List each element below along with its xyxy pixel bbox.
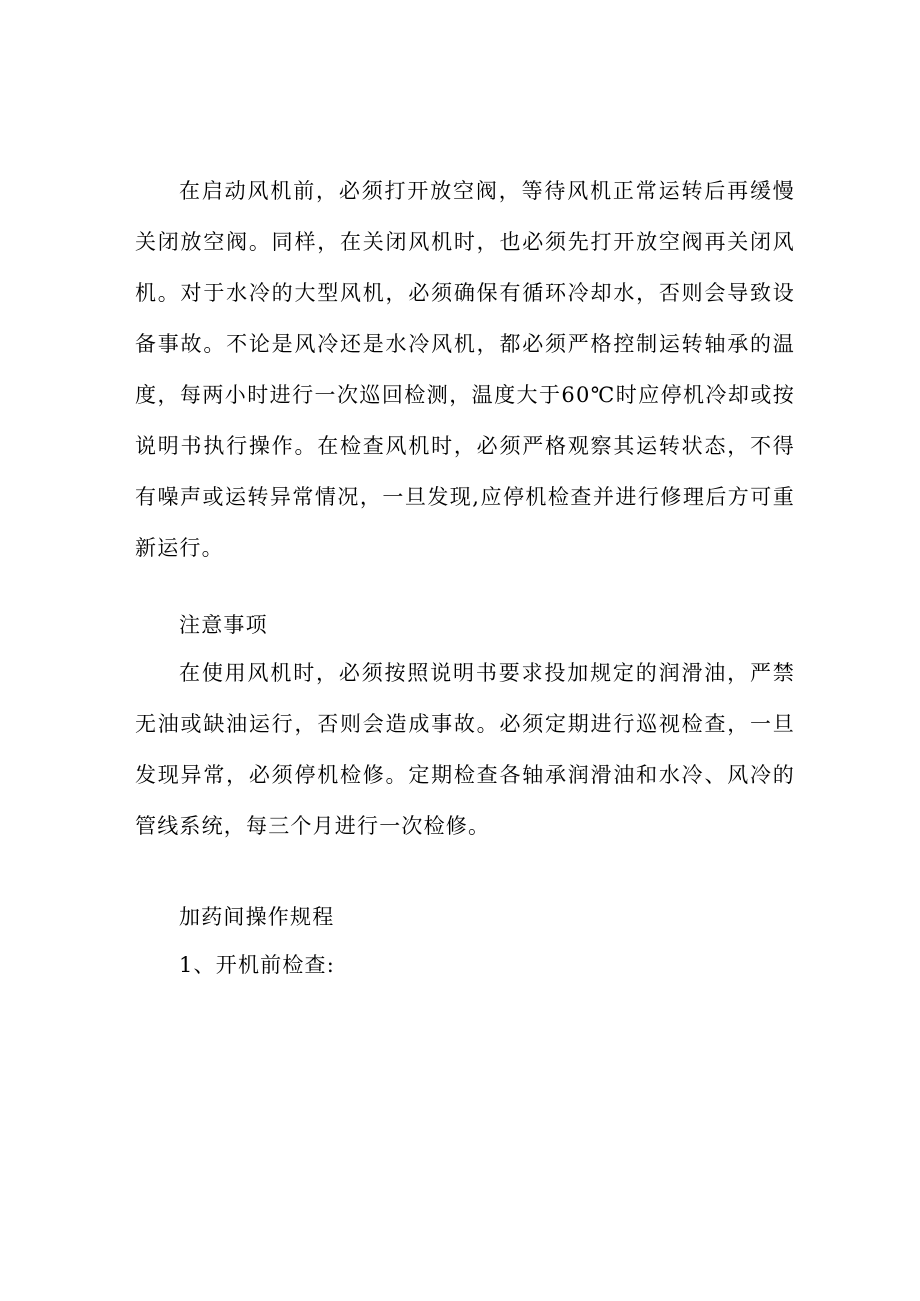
fan-operation-paragraph: 在启动风机前，必须打开放空阀，等待风机正常运转后再缓慢关闭放空阀。同样，在关闭风机时，也必须先打开放空阀再关闭风机。对于水冷的大型风机，必须确保有循环冷却水，否则会导致设备事故。不论是风冷还是水冷风机，都必须严格控制运转轴承的温度，每两小时进行一次巡回检测，温度大于60℃时应停机冷却或按说明书执行操作。在检查风机时，必须严格观察其运转状态，不得有噪声或运转异常情况，一旦发现,应停机检查并进行修理后方可重新运行。 (135, 179, 795, 560)
notes-heading: 注意事项 (179, 613, 268, 637)
pre-start-check-item: 1、开机前检查: (179, 953, 336, 977)
notes-paragraph: 在使用风机时，必须按照说明书要求投加规定的润滑油，严禁无油或缺油运行，否则会造成事故。必须定期进行巡视检查，一旦发现异常，必须停机检修。定期检查各轴承润滑油和水冷、风冷的管线系统，每三个月进行一次检修。 (135, 661, 795, 838)
dosing-room-heading: 加药间操作规程 (179, 905, 335, 929)
